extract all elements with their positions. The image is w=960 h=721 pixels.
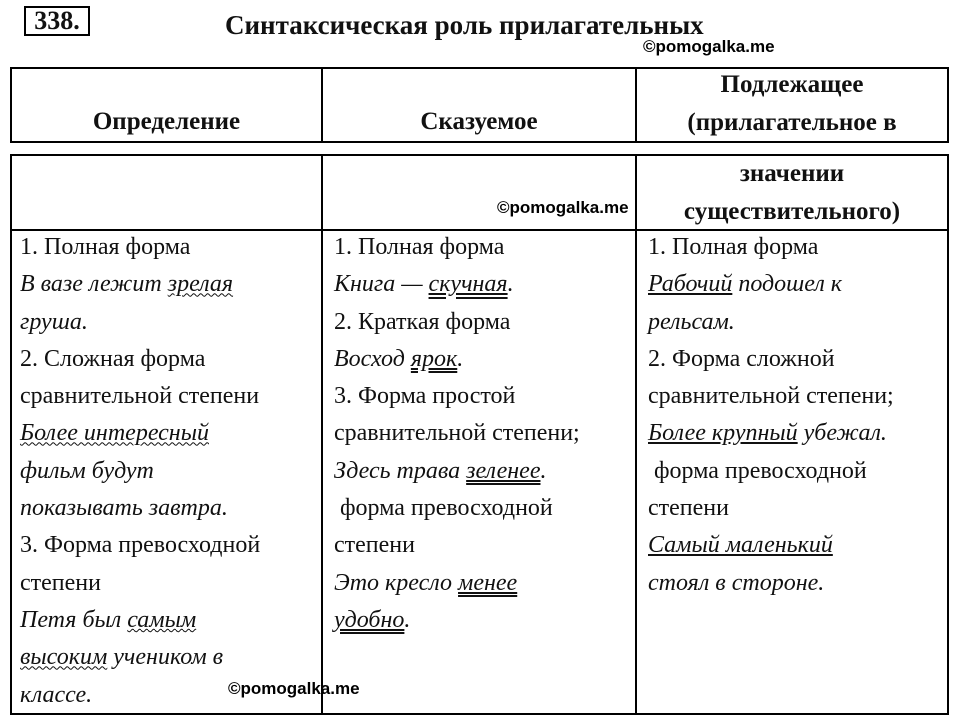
text-line: сравнительной степени;: [648, 383, 894, 410]
page-title: Синтаксическая роль прилагательных: [225, 10, 704, 40]
text-line: 2. Сложная форма: [20, 345, 206, 372]
example-text: Петя был: [20, 606, 128, 633]
example-text: подошел к: [732, 271, 843, 298]
adjective-example: ярок: [410, 345, 458, 372]
example-text: фильм будут: [20, 457, 154, 484]
watermark: ©pomogalka.me: [643, 37, 775, 56]
adjective-example: Рабочий: [648, 271, 733, 298]
adjective-example: самым: [127, 606, 197, 633]
example-text: В вазе лежит: [20, 271, 168, 298]
example-text: .: [507, 271, 514, 298]
example-text: учеником в: [107, 644, 224, 671]
text-line: форма превосходной: [648, 457, 867, 484]
column-header-definition: Определение: [92, 108, 241, 135]
example-text: .: [540, 457, 547, 484]
example-text: Книга —: [334, 271, 429, 298]
example-text: груша.: [20, 308, 88, 335]
text-line: степени: [334, 532, 415, 559]
adjective-example: высоким: [20, 644, 108, 671]
example-text: рельсам.: [648, 308, 735, 335]
text-line: 3. Форма превосходной: [20, 532, 261, 559]
adjective-example: зеленее: [466, 457, 541, 484]
example-text: стоял в стороне.: [648, 569, 825, 596]
adjective-example: скучная: [428, 271, 508, 298]
adjective-example: менее: [458, 569, 518, 596]
exercise-number: 338.: [24, 6, 90, 36]
example-text: .: [404, 606, 411, 633]
example-text: Это кресло: [334, 569, 459, 596]
text-line: форма превосходной: [334, 495, 553, 522]
example-text: Здесь трава: [334, 457, 467, 484]
text-line: сравнительной степени;: [334, 420, 580, 447]
column-divider: [321, 154, 323, 715]
watermark: ©pomogalka.me: [228, 679, 360, 698]
column-divider: [635, 154, 637, 715]
text-line: 3. Форма простой: [334, 383, 516, 410]
column-header-subject-line3: значении: [739, 160, 845, 187]
example-text: классе.: [20, 681, 93, 708]
adjective-example: Более крупный: [648, 420, 798, 447]
adjective-example: Более интересный: [20, 420, 209, 447]
predicate-column-content: [334, 229, 580, 639]
subject-column-content: [648, 229, 894, 602]
example-text: показывать завтра.: [20, 495, 228, 522]
column-header-subject-line1: Подлежащее: [720, 71, 864, 98]
text-line: 2. Форма сложной: [648, 345, 835, 372]
text-line: 1. Полная форма: [20, 234, 191, 260]
definition-column-content: [20, 229, 260, 714]
example-text: Восход: [334, 345, 411, 372]
adjective-example: Самый маленький: [648, 532, 833, 559]
example-text: убежал.: [797, 420, 887, 447]
column-header-subject-line4: существительного): [683, 198, 901, 225]
adjective-example: зрелая: [167, 271, 234, 298]
column-header-subject-line2: (прилагательное в: [687, 109, 897, 136]
watermark: ©pomogalka.me: [497, 198, 629, 217]
column-header-predicate: Сказуемое: [420, 108, 538, 135]
adjective-example: удобно: [334, 606, 405, 633]
text-line: 1. Полная форма: [334, 234, 505, 260]
example-text: .: [457, 345, 464, 372]
text-line: сравнительной степени: [20, 383, 260, 410]
text-line: 2. Краткая форма: [334, 308, 511, 335]
text-line: степени: [648, 495, 729, 522]
text-line: 1. Полная форма: [648, 234, 819, 260]
text-line: степени: [20, 569, 101, 596]
